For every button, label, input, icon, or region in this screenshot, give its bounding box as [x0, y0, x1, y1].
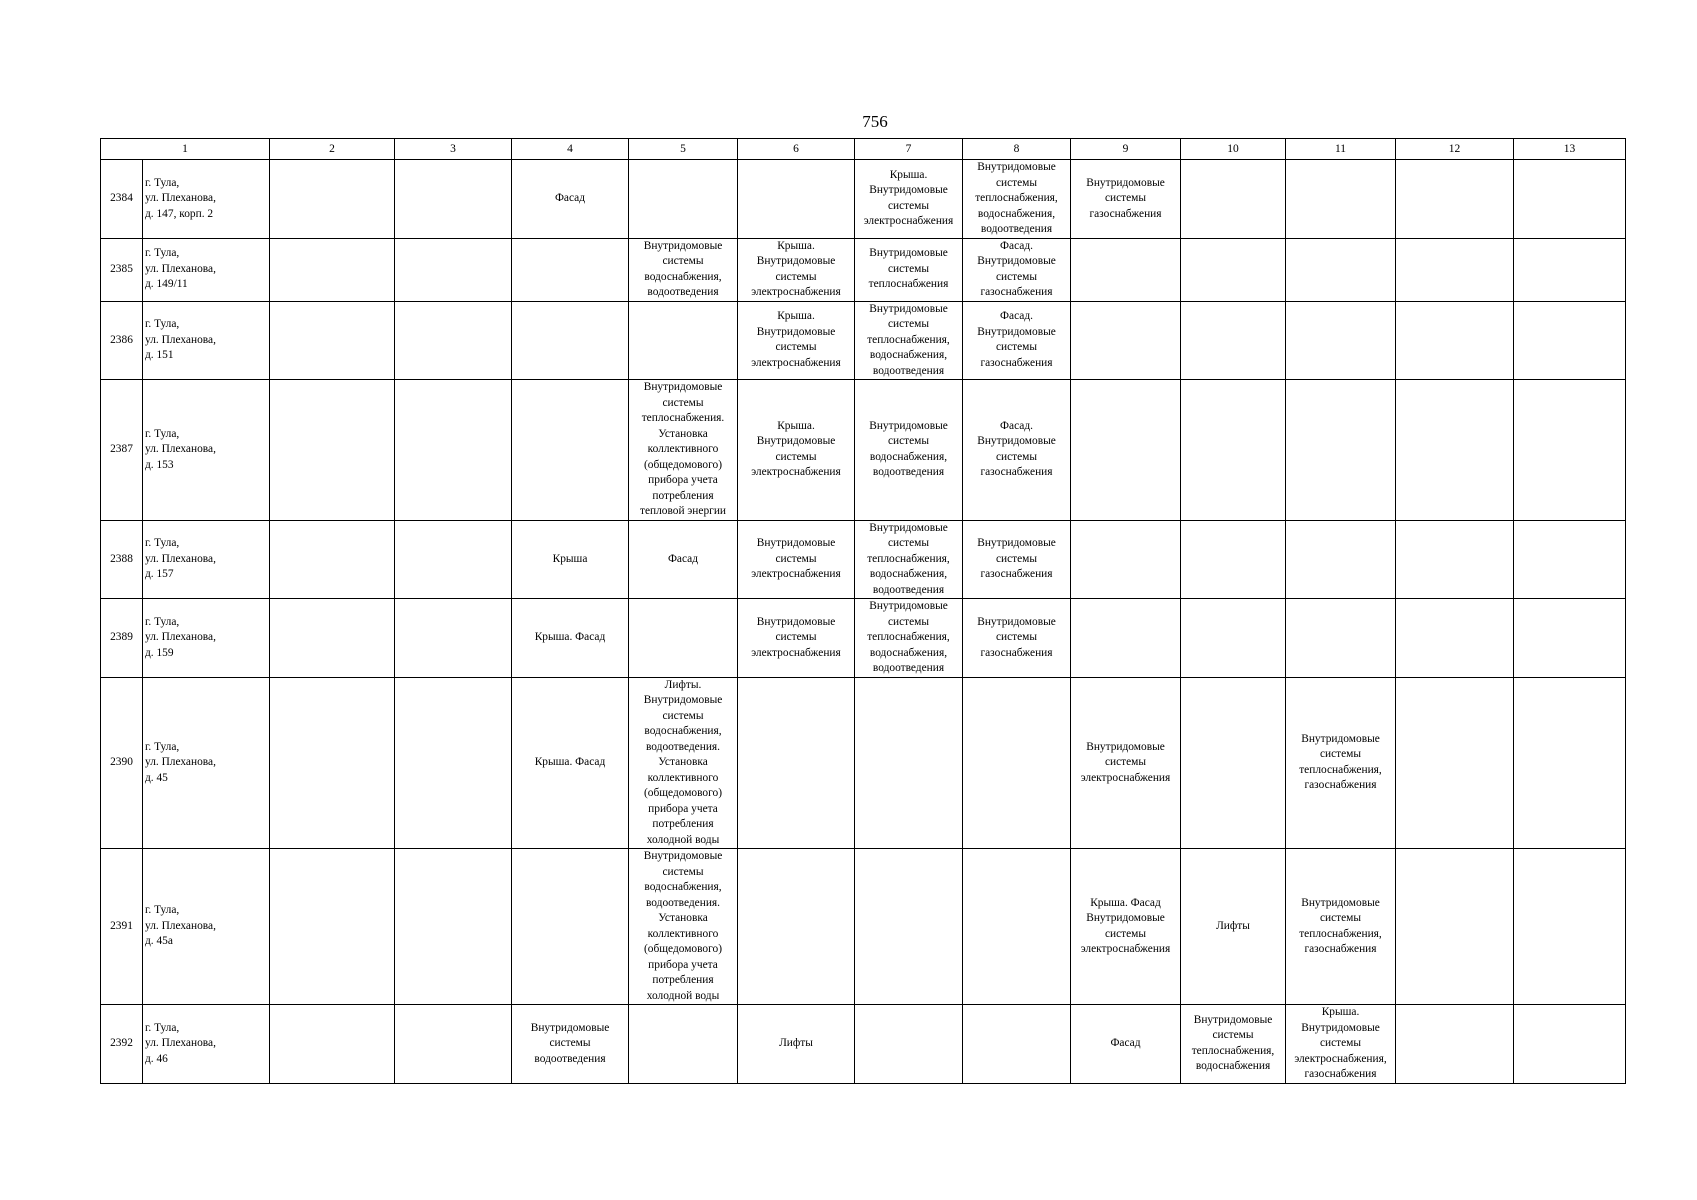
work-cell-col-8 — [963, 160, 1071, 239]
cell-text: Внутридомовые системы теплоснабжения — [868, 247, 949, 291]
work-cell-col-3 — [395, 238, 512, 301]
work-cell-col-9 — [1071, 380, 1181, 521]
work-cell-col-7 — [855, 301, 963, 380]
work-cell-col-7 — [855, 160, 963, 239]
address-cell — [143, 520, 270, 599]
work-cell-col-2 — [270, 160, 395, 239]
work-cell-col-6 — [738, 849, 855, 1005]
work-cell-col-4 — [512, 160, 629, 239]
cell-text: 2388 — [110, 552, 133, 565]
row-number-cell — [101, 380, 143, 521]
work-cell-col-4 — [512, 238, 629, 301]
work-cell-col-3 — [395, 380, 512, 521]
work-cell-col-11 — [1286, 380, 1396, 521]
work-cell-col-11 — [1286, 238, 1396, 301]
work-cell-col-10 — [1181, 380, 1286, 521]
work-cell-col-6 — [738, 599, 855, 678]
row-number-cell — [101, 677, 143, 849]
cell-text: 2387 — [110, 443, 133, 455]
address-cell — [143, 599, 270, 678]
row-number-cell — [101, 160, 143, 239]
column-header: 4 — [512, 139, 629, 160]
work-cell-col-6 — [738, 677, 855, 849]
work-cell-col-11 — [1286, 599, 1396, 678]
cell-text: Крыша — [552, 552, 588, 565]
cell-text: Фасад — [1110, 1037, 1141, 1049]
cell-text: г. Тула, ул. Плеханова, д. 157 — [145, 537, 216, 580]
cell-text: г. Тула, ул. Плеханова, д. 149/11 — [145, 247, 216, 291]
work-cell-col-7 — [855, 1005, 963, 1084]
cell-text: Фасад. Внутридомовые системы газоснабжения — [977, 310, 1056, 369]
work-cell-col-11 — [1286, 677, 1396, 849]
work-cell-col-12 — [1396, 380, 1514, 521]
cell-text: Лифты — [1216, 919, 1250, 932]
cell-text: Фасад — [554, 192, 586, 204]
work-cell-col-10 — [1181, 1005, 1286, 1084]
work-cell-col-4 — [512, 849, 629, 1005]
work-cell-col-6 — [738, 1005, 855, 1084]
work-cell-col-12 — [1396, 1005, 1514, 1084]
work-cell-col-5 — [629, 160, 738, 239]
work-cell-col-7 — [855, 849, 963, 1005]
table-row — [101, 238, 1626, 301]
work-cell-col-5 — [629, 238, 738, 301]
work-cell-col-12 — [1396, 238, 1514, 301]
work-cell-col-2 — [270, 849, 395, 1005]
work-cell-col-6 — [738, 520, 855, 599]
cell-text: Крыша. Фасад — [534, 631, 606, 643]
table-row — [101, 677, 1626, 849]
table-row — [101, 301, 1626, 380]
work-cell-col-10 — [1181, 520, 1286, 599]
row-number-cell — [101, 520, 143, 599]
work-cell-col-9 — [1071, 301, 1181, 380]
cell-text: 2386 — [110, 333, 133, 346]
work-cell-col-10 — [1181, 849, 1286, 1005]
work-cell-col-12 — [1396, 599, 1514, 678]
work-cell-col-3 — [395, 160, 512, 239]
column-header: 13 — [1514, 139, 1626, 160]
column-header: 10 — [1181, 139, 1286, 160]
cell-text: Внутридомовые системы теплоснабжения, водоснабжения — [1191, 1013, 1275, 1073]
cell-text: Внутридомовые системы газоснабжения — [1086, 176, 1165, 220]
cell-text: Внутридомовые системы теплоснабжения, газоснабжения — [1299, 732, 1382, 792]
column-header: 9 — [1071, 139, 1181, 160]
cell-text: Крыша. Внутридомовые системы электроснабжения, газоснабжения — [1294, 1006, 1387, 1080]
work-cell-col-12 — [1396, 160, 1514, 239]
cell-text: г. Тула, ул. Плеханова, д. 159 — [145, 615, 216, 659]
work-cell-col-13 — [1514, 849, 1626, 1005]
work-cell-col-3 — [395, 599, 512, 678]
work-cell-col-10 — [1181, 238, 1286, 301]
work-cell-col-7 — [855, 238, 963, 301]
work-cell-col-9 — [1071, 520, 1181, 599]
cell-text: 2392 — [110, 1037, 133, 1049]
work-cell-col-9 — [1071, 599, 1181, 678]
work-cell-col-2 — [270, 238, 395, 301]
cell-text: Лифты — [779, 1037, 813, 1049]
address-cell — [143, 238, 270, 301]
column-header: 12 — [1396, 139, 1514, 160]
table-row — [101, 520, 1626, 599]
work-cell-col-11 — [1286, 1005, 1396, 1084]
work-cell-col-7 — [855, 677, 963, 849]
table-row — [101, 849, 1626, 1005]
work-cell-col-11 — [1286, 160, 1396, 239]
work-cell-col-13 — [1514, 301, 1626, 380]
work-cell-col-8 — [963, 677, 1071, 849]
row-number-cell — [101, 849, 143, 1005]
cell-text: Крыша. Внутридомовые системы электроснабжения — [751, 310, 841, 369]
cell-text: Внутридомовые системы водоотведения — [530, 1021, 610, 1065]
work-cell-col-8 — [963, 301, 1071, 380]
work-cell-col-9 — [1071, 1005, 1181, 1084]
cell-text: Внутридомовые системы водоснабжения, водоотведения. Установка коллективного (общедомового) прибора учета потребления холодной воды — [643, 850, 723, 1002]
work-cell-col-13 — [1514, 520, 1626, 599]
work-cell-col-7 — [855, 380, 963, 521]
address-cell — [143, 380, 270, 521]
cell-text: Внутридомовые системы теплоснабжения, газоснабжения — [1299, 896, 1382, 955]
work-cell-col-6 — [738, 301, 855, 380]
page-number: 756 — [862, 112, 888, 131]
cell-text: Крыша. Внутридомовые системы электроснабжения — [751, 419, 841, 479]
work-cell-col-13 — [1514, 677, 1626, 849]
work-cell-col-13 — [1514, 160, 1626, 239]
work-cell-col-12 — [1396, 520, 1514, 599]
column-header: 11 — [1286, 139, 1396, 160]
work-cell-col-2 — [270, 1005, 395, 1084]
work-cell-col-3 — [395, 301, 512, 380]
work-cell-col-2 — [270, 599, 395, 678]
work-cell-col-12 — [1396, 849, 1514, 1005]
cell-text: Крыша. Внутридомовые системы электроснабжения — [863, 168, 954, 228]
cell-text: Внутридомовые системы теплоснабжения, водоснабжения, водоотведения — [867, 521, 950, 596]
work-cell-col-8 — [963, 599, 1071, 678]
work-cell-col-13 — [1514, 238, 1626, 301]
work-cell-col-7 — [855, 599, 963, 678]
work-cell-col-3 — [395, 677, 512, 849]
work-cell-col-11 — [1286, 520, 1396, 599]
work-cell-col-9 — [1071, 849, 1181, 1005]
cell-text: 2385 — [110, 262, 133, 275]
cell-text: Крыша. Фасад Внутридомовые системы электроснабжения — [1080, 896, 1171, 955]
work-cell-col-5 — [629, 599, 738, 678]
work-cell-col-13 — [1514, 380, 1626, 521]
cell-text: Внутридомовые системы газоснабжения — [977, 537, 1056, 580]
cell-text: г. Тула, ул. Плеханова, д. 147, корп. 2 — [145, 176, 216, 220]
work-cell-col-10 — [1181, 160, 1286, 239]
header-row — [101, 139, 1626, 160]
column-header: 6 — [738, 139, 855, 160]
table-row — [101, 599, 1626, 678]
work-cell-col-8 — [963, 380, 1071, 521]
address-cell — [143, 301, 270, 380]
work-cell-col-3 — [395, 849, 512, 1005]
cell-text: Внутридомовые системы теплоснабжения, водоснабжения, водоотведения — [975, 161, 1058, 235]
cell-text: 2390 — [110, 756, 133, 768]
work-cell-col-6 — [738, 160, 855, 239]
repair-schedule-table — [100, 138, 1626, 1084]
work-cell-col-4 — [512, 380, 629, 521]
cell-text: г. Тула, ул. Плеханова, д. 151 — [145, 318, 216, 361]
work-cell-col-5 — [629, 520, 738, 599]
work-cell-col-10 — [1181, 677, 1286, 849]
work-cell-col-4 — [512, 520, 629, 599]
cell-text: Фасад — [667, 552, 699, 565]
work-cell-col-5 — [629, 849, 738, 1005]
cell-text: Внутридомовые системы электроснабжения — [751, 537, 841, 580]
cell-text: Внутридомовые системы газоснабжения — [977, 615, 1056, 659]
column-header: 3 — [395, 139, 512, 160]
work-cell-col-4 — [512, 599, 629, 678]
column-header: 8 — [963, 139, 1071, 160]
work-cell-col-5 — [629, 677, 738, 849]
column-header: 1 — [101, 139, 270, 160]
work-cell-col-9 — [1071, 160, 1181, 239]
column-header: 7 — [855, 139, 963, 160]
cell-text: Внутридомовые системы теплоснабжения, водоснабжения, водоотведения — [867, 302, 950, 377]
work-cell-col-12 — [1396, 301, 1514, 380]
cell-text: Лифты. Внутридомовые системы водоснабжения, водоотведения. Установка коллективного (общедомового) прибора учета потребления холодной воды — [643, 678, 723, 846]
work-cell-col-3 — [395, 1005, 512, 1084]
work-cell-col-2 — [270, 520, 395, 599]
cell-text: г. Тула, ул. Плеханова, д. 45а — [145, 904, 216, 948]
address-cell — [143, 849, 270, 1005]
work-cell-col-5 — [629, 1005, 738, 1084]
work-cell-col-13 — [1514, 1005, 1626, 1084]
work-cell-col-4 — [512, 301, 629, 380]
work-cell-col-9 — [1071, 677, 1181, 849]
work-cell-col-11 — [1286, 301, 1396, 380]
work-cell-col-8 — [963, 238, 1071, 301]
work-cell-col-13 — [1514, 599, 1626, 678]
work-cell-col-10 — [1181, 599, 1286, 678]
work-cell-col-4 — [512, 677, 629, 849]
row-number-cell — [101, 599, 143, 678]
table-row — [101, 160, 1626, 239]
cell-text: 2384 — [110, 192, 133, 204]
work-cell-col-2 — [270, 301, 395, 380]
work-cell-col-7 — [855, 520, 963, 599]
work-cell-col-5 — [629, 380, 738, 521]
cell-text: Внутридомовые системы теплоснабжения, водоснабжения, водоотведения — [867, 600, 950, 674]
work-cell-col-10 — [1181, 301, 1286, 380]
cell-text: Внутридомовые системы водоснабжения, водоотведения — [643, 239, 723, 298]
address-cell — [143, 677, 270, 849]
cell-text: Внутридомовые системы теплоснабжения. Установка коллективного (общедомового) прибора учета потребления тепловой энергии — [639, 381, 727, 517]
row-number-cell — [101, 1005, 143, 1084]
address-cell — [143, 1005, 270, 1084]
cell-text: 2389 — [110, 631, 133, 643]
cell-text: Крыша. Фасад — [534, 756, 606, 768]
work-cell-col-12 — [1396, 677, 1514, 849]
work-cell-col-9 — [1071, 238, 1181, 301]
work-cell-col-6 — [738, 380, 855, 521]
work-cell-col-2 — [270, 677, 395, 849]
cell-text: Фасад. Внутридомовые системы газоснабжения — [977, 419, 1056, 479]
cell-text: 2391 — [110, 919, 133, 932]
cell-text: Внутридомовые системы электроснабжения — [1080, 740, 1171, 784]
table-row — [101, 1005, 1626, 1084]
work-cell-col-5 — [629, 301, 738, 380]
work-cell-col-3 — [395, 520, 512, 599]
cell-text: г. Тула, ул. Плеханова, д. 153 — [145, 427, 216, 471]
cell-text: Внутридомовые системы водоснабжения, водоотведения — [869, 419, 948, 479]
work-cell-col-4 — [512, 1005, 629, 1084]
work-cell-col-6 — [738, 238, 855, 301]
table-row — [101, 380, 1626, 521]
row-number-cell — [101, 238, 143, 301]
cell-text: Крыша. Внутридомовые системы электроснабжения — [751, 239, 841, 298]
work-cell-col-11 — [1286, 849, 1396, 1005]
cell-text: г. Тула, ул. Плеханова, д. 46 — [145, 1021, 216, 1065]
work-cell-col-8 — [963, 520, 1071, 599]
address-cell — [143, 160, 270, 239]
cell-text: Внутридомовые системы электроснабжения — [751, 615, 841, 659]
column-header: 2 — [270, 139, 395, 160]
column-header: 5 — [629, 139, 738, 160]
cell-text: г. Тула, ул. Плеханова, д. 45 — [145, 740, 216, 784]
work-cell-col-8 — [963, 1005, 1071, 1084]
work-cell-col-8 — [963, 849, 1071, 1005]
cell-text: Фасад. Внутридомовые системы газоснабжения — [977, 239, 1056, 298]
row-number-cell — [101, 301, 143, 380]
work-cell-col-2 — [270, 380, 395, 521]
